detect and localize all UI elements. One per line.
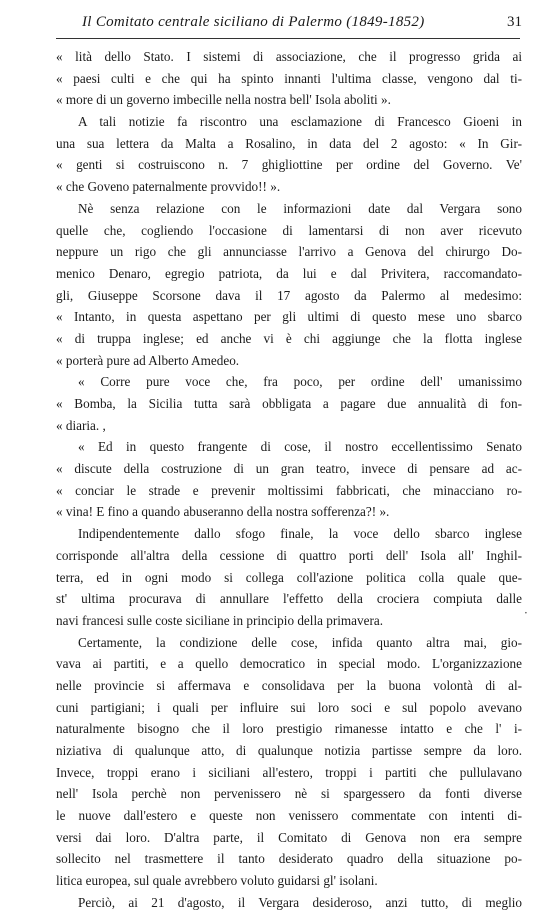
text-line: « porterà pure ad Alberto Amedeo. [56, 352, 240, 368]
text-line: A tali notizie fa riscontro una esclamazione di Francesco Gioeni in [78, 114, 522, 130]
text-line: navi francesi sulle coste siciliane in principio della primavera. [56, 612, 384, 628]
text-line: sollecito nel trasmettere il tanto desiderato quadro della situazione po- [56, 851, 522, 867]
text-line: niziativa di qualunque atto, di qualunque notizia partisse sempre da loro. [56, 743, 522, 758]
text-line: « diaria. , [56, 417, 106, 433]
text-line: le nuove dall'estero e queste non venissero commentate con intenti di- [56, 808, 522, 824]
text-line: Indipendentemente dallo sfogo finale, la voce dello sbarco inglese [78, 526, 522, 542]
text-line: versi dai loro. D'altra parte, il Comitato di Genova non era sempre [56, 829, 522, 845]
text-line: corrisponde all'altra della cessione di quattro porti dell' Isola all' Inghil- [56, 547, 522, 563]
text-line: « Bomba, la Sicilia tutta sarà obbligata a pagare due annualità di fon- [56, 396, 522, 411]
running-head-title: Il Comitato centrale siciliano di Palermo (1849-1852) [82, 14, 425, 30]
text-line: cuni partigiani; i quali per influire sui loro soci e sul popolo avevano [56, 699, 522, 715]
text-line: Nè senza relazione con le informazioni date dal Vergara sono [78, 200, 522, 216]
text-line: « paesi culti e che qui ha spinto innanti l'ultima classe, vengono dal ti- [56, 70, 522, 86]
text-line: naturalmente bisogno che il loro prestigio rimanesse intatto e che l' i- [56, 721, 522, 737]
text-line: « di truppa inglese; ed anche vi è chi aggiunge che la flotta inglese [56, 330, 522, 346]
text-line: « vina! E fino a quando abuseranno della nostra sofferenza?! ». [56, 504, 390, 520]
running-head [56, 14, 522, 36]
text-line: Certamente, la condizione delle cose, infida quanto altra mai, gio- [78, 634, 522, 650]
text-line: « conciar le strade e prevenir moltissimi fabbricati, che minacciano ro- [56, 482, 522, 498]
text-line: gli, Giuseppe Scorsone dava il 17 agosto da Palermo al medesimo: [56, 287, 522, 303]
text-line: neppure un rigo che gli annunciasse l'arrivo a Genova del chirurgo Do- [56, 244, 522, 260]
text-line: « genti si costruiscono n. 7 ghigliottine per ordine del Governo. Ve' [56, 157, 522, 173]
text-line: una sua lettera da Malta a Rosalino, in data del 2 agosto: « In Gir- [56, 135, 522, 151]
text-line: quelle che, cogliendo l'occasione di lamentarsi di non aver ricevuto [56, 222, 522, 238]
text-line: « lità dello Stato. I sistemi di associazione, che il progresso grida ai [56, 49, 522, 64]
text-line: « Intanto, in questa aspettano per gli ultimi di questo mese uno sbarco [56, 309, 522, 325]
text-line: « Corre pure voce che, fra poco, per ordine dell' umanissimo [78, 374, 522, 390]
text-line: Invece, troppi erano i siciliani all'estero, troppi i partiti che pullulavano [56, 764, 522, 780]
header-rule [56, 38, 520, 39]
text-line: nell' Isola perchè non pervenissero nè si spargessero da fonti diverse [56, 786, 522, 802]
text-line: « che Goveno paternalmente provvido!! ». [56, 179, 281, 195]
text-line: st' ultima procurava di annullare l'effetto della crociera compiuta dalle [56, 591, 522, 607]
text-line: terra, ed in ogni modo si collega coll'azione politica colla quale que- [56, 569, 522, 585]
text-line: « Ed in questo frangente di cose, il nostro eccellentissimo Senato [78, 439, 522, 455]
text-line: « discute della costruzione di un gran teatro, invece di pensare ad ac- [56, 461, 522, 477]
text-line: nelle provincie si affermava e consolidava per la buona volontà di al- [56, 677, 522, 693]
text-line: Perciò, ai 21 d'agosto, il Vergara desideroso, anzi tutto, di meglio [78, 894, 522, 910]
text-line: « more di un governo imbecille nella nostra bell' Isola aboliti ». [56, 92, 391, 108]
text-line: vava ai partiti, e a quello democratico in special modo. L'organizzazione [56, 656, 522, 672]
margin-mark: · [524, 606, 528, 620]
body-text [56, 46, 522, 914]
text-line: menico Denaro, egregio patriota, da lui e dal Privitera, raccomandato- [56, 265, 522, 281]
page-number: 31 [507, 14, 522, 30]
text-line: litica europea, sul quale avrebbero voluto guidarsi gl' isolani. [56, 873, 378, 889]
